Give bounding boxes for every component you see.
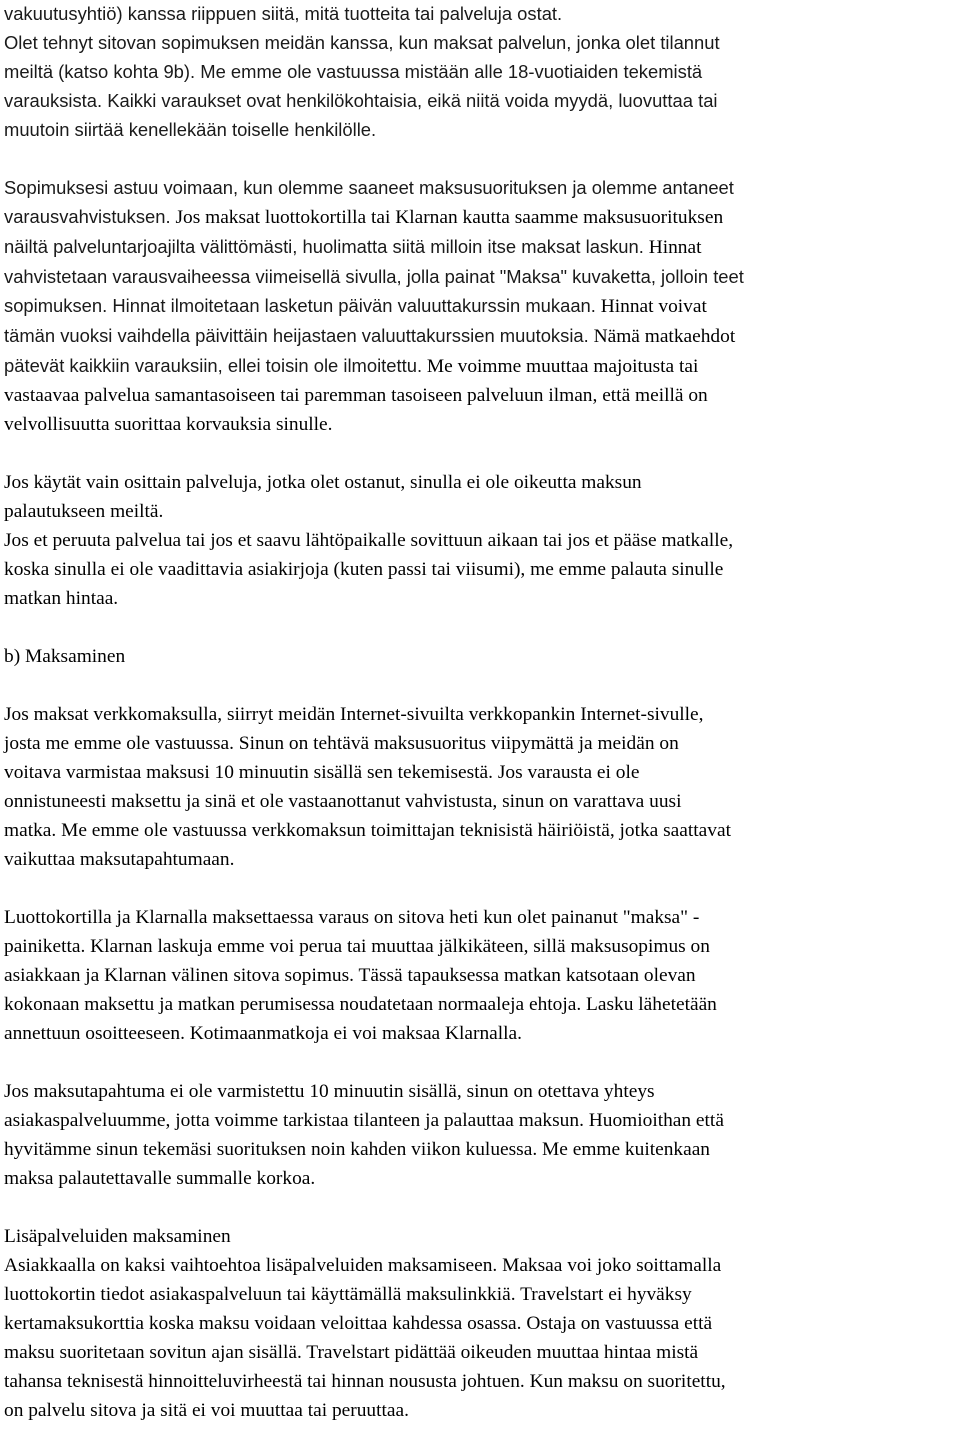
text-fragment: Hinnat ilmoitetaan lasketun päivän valuuttakurssin mukaan. [107,295,596,316]
text-line: meiltä (katso kohta 9b). Me emme ole vastuussa mistään alle 18-vuotiaiden tekemistä [4,61,703,82]
text-fragment: Nämä matkaehdot [588,326,736,347]
text-fragment: varausvahvistuksen. [4,206,171,227]
text-fragment: Me voimme muuttaa majoitusta tai [422,356,699,377]
text-fragment: näiltä palveluntarjoajilta välittömästi, huolimatta siitä milloin itse maksat laskun. [4,236,644,257]
text-line: maksa palautettavalle summalle korkoa. [4,1168,316,1189]
text-line: kokonaan maksettu ja matkan perumisessa noudatetaan normaaleja ehtoja. Lasku lähetetään [4,994,717,1015]
text-line: Jos et peruuta palvelua tai jos et saavu lähtöpaikalle sovittuun aikaan tai jos et pääse matkalle, [4,530,734,551]
text-line: Jos käytät vain osittain palveluja, jotka olet ostanut, sinulla ei ole oikeutta maksun [4,472,642,493]
extra-services-paragraph [4,1251,956,1425]
text-fragment: Hinnat [643,237,702,258]
text-line: velvollisuutta suorittaa korvauksia sinulle. [4,414,333,435]
text-line: vaikuttaa maksutapahtumaan. [4,849,235,870]
section-heading [4,1222,956,1251]
text-line: palautukseen meiltä. [4,501,164,522]
section-heading [4,642,956,671]
text-line: asiakaspalveluumme, jotta voimme tarkistaa tilanteen ja palauttaa maksun. Huomioithan että [4,1110,724,1131]
text-line: Luottokortilla ja Klarnalla maksettaessa varaus on sitova heti kun olet painanut "maksa" - [4,907,700,928]
text-line: vastaavaa palvelua samantasoiseen tai paremman tasoiseen palveluun ilman, että meillä on [4,385,708,406]
online-payment-paragraph [4,700,956,874]
text-line: painiketta. Klarnan laskuja emme voi perua tai muuttaa jälkikäteen, sillä maksusopimus on [4,936,710,957]
text-fragment: sopimuksen. [4,295,108,316]
text-line: Sopimuksesi astuu voimaan, kun olemme saaneet maksusuorituksen ja olemme antaneet [4,177,734,198]
text-line: hyvitämme sinun tekemäsi suorituksen noin kahden viikon kuluessa. Me emme kuitenkaan [4,1139,711,1160]
text-line: muutoin siirtää kenellekään toiselle henkilölle. [4,119,377,140]
extra-services-heading: Lisäpalveluiden maksaminen [4,1226,231,1247]
text-line: annettuun osoitteeseen. Kotimaanmatkoja ei voi maksaa Klarnalla. [4,1023,522,1044]
booking-paragraph [4,0,956,144]
text-line: Olet tehnyt sitovan sopimuksen meidän kanssa, kun maksat palvelun, jonka olet tilannut [4,32,720,53]
text-line: asiakkaan ja Klarnan välinen sitova sopimus. Tässä tapauksessa matkan katsotaan olevan [4,965,696,986]
card-klarna-paragraph [4,903,956,1048]
text-line: voitava varmistaa maksusi 10 minuutin sisällä sen tekemisestä. Jos varausta ei ole [4,762,640,783]
text-fragment: tämän vuoksi vaihdella päivittäin heijastaen valuuttakurssien muutoksia. [4,325,589,346]
text-line: on palvelu sitova ja sitä ei voi muuttaa tai peruuttaa. [4,1400,409,1421]
text-line: Asiakkaalla on kaksi vaihtoehtoa lisäpalveluiden maksamiseen. Maksaa voi joko soittamalla [4,1255,722,1276]
text-fragment: pätevät kaikkiin varauksiin, ellei toisin ole ilmoitettu. [4,355,423,376]
text-line: tahansa teknisestä hinnoitteluvirheestä tai hinnan noususta johtuen. Kun maksu on suoritettu, [4,1371,726,1392]
text-line: kertamaksukorttia koska maksu voidaan veloittaa kahdessa osassa. Ostaja on vastuussa että [4,1313,713,1334]
text-fragment: Jos maksat luottokortilla tai Klarnan kautta saamme maksusuorituksen [170,207,724,228]
text-line: koska sinulla ei ole vaadittavia asiakirjoja (kuten passi tai viisumi), me emme palauta sinulle [4,559,724,580]
text-line: matka. Me emme ole vastuussa verkkomaksun toimittajan teknisistä häiriöistä, jotka saattavat [4,820,731,841]
contract-paragraph [4,173,956,439]
text-line: onnistuneesti maksettu ja sinä et ole vastaanottanut vahvistusta, sinun on varattava uusi [4,791,682,812]
cancellation-paragraph [4,526,956,613]
text-line: vakuutusyhtiö) kanssa riippuen siitä, mitä tuotteita tai palveluja ostat. [4,3,563,24]
text-line: vahvistetaan varausvaiheessa viimeisellä sivulla, jolla painat "Maksa" kuvaketta, jolloin teet [4,266,744,287]
text-line: luottokortin tiedot asiakaspalveluun tai käyttämällä maksulinkkiä. Travelstart ei hyväksy [4,1284,692,1305]
unverified-payment-paragraph [4,1077,956,1193]
text-line: maksu suoritetaan sovitun ajan sisällä. Travelstart pidättää oikeuden muuttaa hintaa mistä [4,1342,699,1363]
section-b-heading: b) Maksaminen [4,646,126,667]
text-line: varauksista. Kaikki varaukset ovat henkilökohtaisia, eikä niitä voida myydä, luovuttaa tai [4,90,718,111]
text-line: matkan hintaa. [4,588,119,609]
terms-document [4,0,956,1425]
text-line: josta me emme ole vastuussa. Sinun on tehtävä maksusuoritus viipymättä ja meidän on [4,733,679,754]
partial-use-paragraph [4,468,956,526]
text-line: Jos maksutapahtuma ei ole varmistettu 10 minuutin sisällä, sinun on otettava yhteys [4,1081,655,1102]
text-line: Jos maksat verkkomaksulla, siirryt meidän Internet-sivuilta verkkopankin Internet-sivulle, [4,704,704,725]
text-fragment: Hinnat voivat [595,296,707,317]
